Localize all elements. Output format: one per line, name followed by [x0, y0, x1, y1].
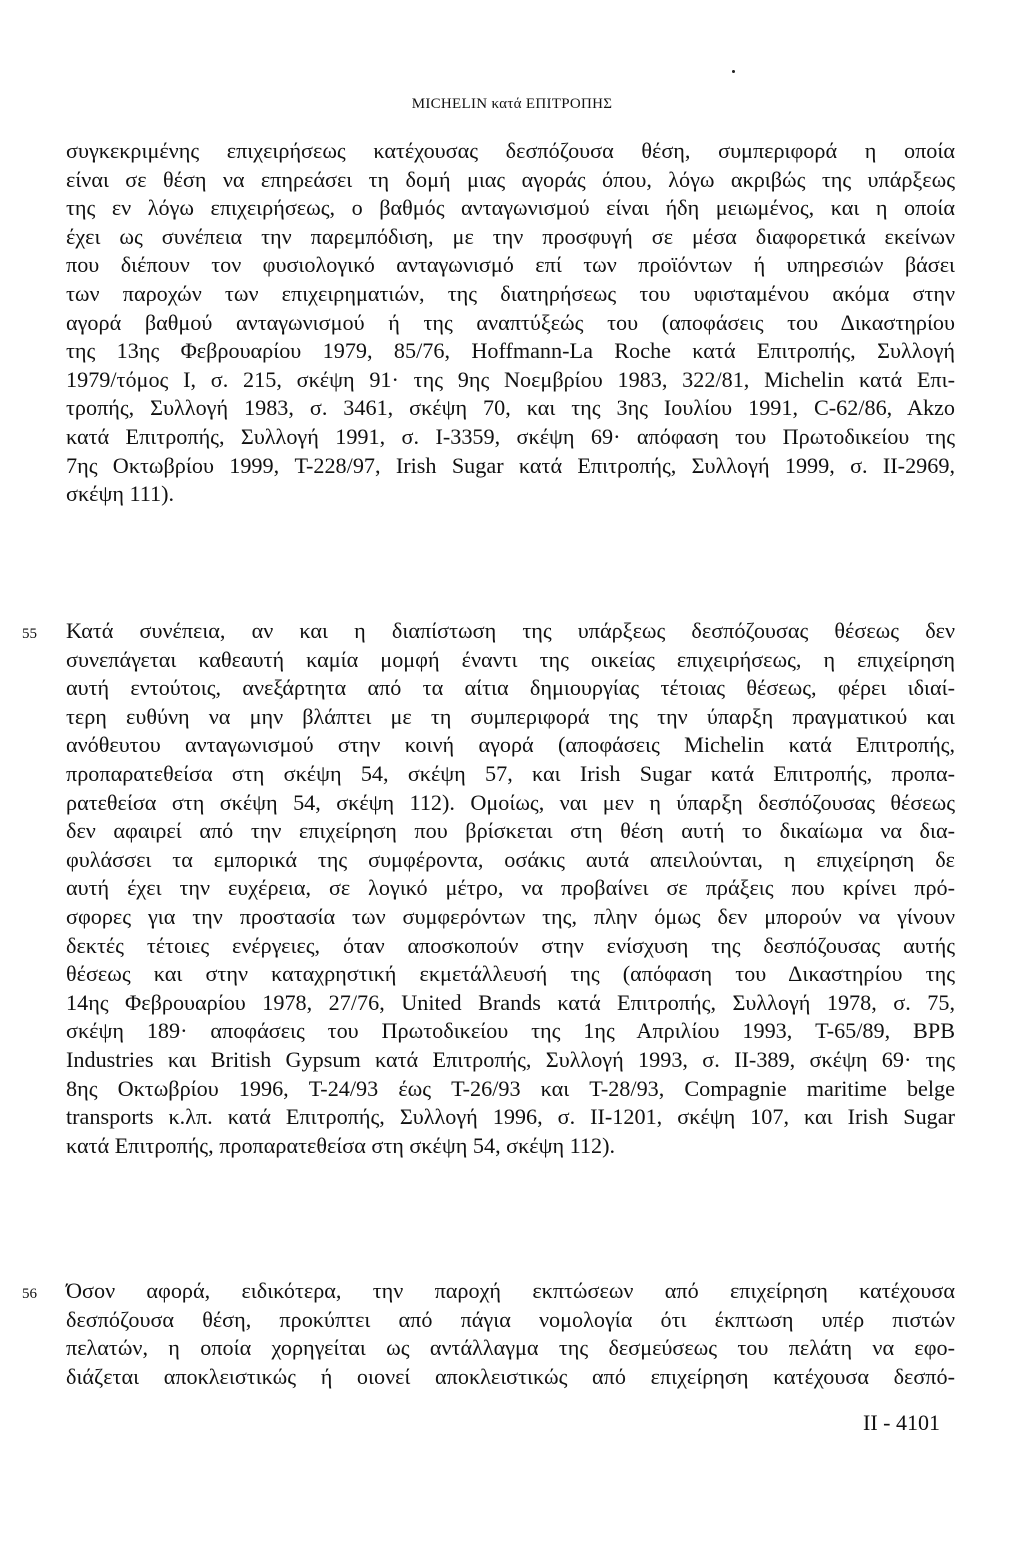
- text-line: κατά Επιτροπής, προπαρατεθείσα στη σκέψη 54, σκέψη 112).: [66, 1132, 616, 1158]
- text-line: Όσον αφορά, ειδικότερα, την παροχή εκπτώσεων από επιχείρηση κατέχουσα: [66, 1278, 955, 1303]
- text-line: δεν αφαιρεί από την επιχείρηση που βρίσκεται στη θέση αυτή το δικαίωμα να δια-: [66, 818, 955, 844]
- text-line: είναι σε θέση να επηρεάσει τη δομή μιας αγοράς όπου, λόγω ακριβώς της υπάρξεως: [66, 166, 955, 192]
- text-line: συγκεκριμένης επιχειρήσεως κατέχουσας δεσπόζουσα θέση, συμπεριφορά η οποία: [66, 138, 955, 163]
- text-line: 8ης Οκτωβρίου 1996, T-24/93 έως T-26/93 και T-28/93, Compagnie maritime belge: [66, 1075, 955, 1101]
- text-line: της 13ης Φεβρουαρίου 1979, 85/76, Hoffmann-La Roche κατά Επιτροπής, Συλλογή: [66, 338, 955, 364]
- paragraph-56: [66, 1277, 955, 1391]
- text-line: σκέψη 111).: [66, 481, 175, 507]
- text-line: σφορες για την προστασία των συμφερόντων της, πλην όμως δεν μπορούν να γίνουν: [66, 903, 955, 929]
- text-line: 14ης Φεβρουαρίου 1978, 27/76, United Brands κατά Επιτροπής, Συλλογή 1978, σ. 75,: [66, 989, 955, 1015]
- text-line: προπαρατεθείσα στη σκέψη 54, σκέψη 57, και Irish Sugar κατά Επιτροπής, προπα-: [66, 760, 955, 786]
- text-line: της εν λόγω επιχειρήσεως, ο βαθμός ανταγωνισμού είναι ήδη μειωμένος, και η οποία: [66, 195, 955, 221]
- running-head: MICHELIN κατά ΕΠΙΤΡΟΠΗΣ: [411, 96, 613, 112]
- text-line: τερη ευθύνη να μην βλάπτει με τη συμπεριφορά της την ύπαρξη πραγματικού και: [66, 703, 955, 729]
- paragraph-continued: [66, 137, 955, 509]
- text-line: διάζεται αποκλειστικώς ή οιονεί αποκλειστικώς από επιχείρηση κατέχουσα δεσπό-: [66, 1363, 955, 1389]
- text-line: αυτή έχει την ευχέρεια, σε λογικό μέτρο, να προβαίνει σε πράξεις που κρίνει πρό-: [66, 875, 955, 901]
- paragraph-55: [66, 617, 955, 1160]
- text-line: κατά Επιτροπής, Συλλογή 1991, σ. I-3359, σκέψη 69· απόφαση του Πρωτοδικείου της: [66, 423, 955, 449]
- text-line: φυλάσσει τα εμπορικά της συμφέροντα, οσάκις αυτά απειλούνται, η επιχείρηση δε: [66, 846, 955, 872]
- text-line: Κατά συνέπεια, αν και η διαπίστωση της υπάρξεως δεσπόζουσας θέσεως δεν: [66, 618, 955, 643]
- text-line: δεκτές τέτοιες ενέργειες, όταν αποσκοπούν στην ενίσχυση της δεσπόζουσας αυτής: [66, 932, 955, 958]
- text-line: Industries και British Gypsum κατά Επιτροπής, Συλλογή 1993, σ. II-389, σκέψη 69· της: [66, 1046, 955, 1072]
- text-line: δεσπόζουσα θέση, προκύπτει από πάγια νομολογία ότι έκπτωση υπέρ πιστών: [66, 1306, 955, 1332]
- text-line: που διέπουν τον φυσιολογικό ανταγωνισμό επί των προϊόντων ή υπηρεσιών βάσει: [66, 252, 955, 278]
- text-line: των παροχών των επιχειρηματιών, της διατηρήσεως του υφισταμένου ακόμα στην: [66, 280, 955, 306]
- paragraph-number-55: 55: [22, 626, 37, 642]
- page-number: II - 4101: [863, 1410, 940, 1435]
- text-line: 1979/τόμος I, σ. 215, σκέψη 91· της 9ης Νοεμβρίου 1983, 322/81, Michelin κατά Επι-: [66, 366, 955, 392]
- text-line: σκέψη 189· αποφάσεις του Πρωτοδικείου της 1ης Απριλίου 1993, T-65/89, BPB: [66, 1018, 955, 1044]
- text-line: θέσεως και στην καταχρηστική εκμετάλλευσή της (απόφαση του Δικαστηρίου της: [66, 961, 955, 987]
- text-line: έχει ως συνέπεια την παρεμπόδιση, με την προσφυγή σε μέσα διαφορετικά εκείνων: [66, 223, 955, 249]
- text-line: τροπής, Συλλογή 1983, σ. 3461, σκέψη 70, και της 3ης Ιουλίου 1991, C-62/86, Akzo: [66, 395, 955, 421]
- paragraph-number-56: 56: [22, 1286, 37, 1302]
- text-line: πελατών, η οποία χορηγείται ως αντάλλαγμα της δεσμεύσεως του πελάτη να εφο-: [66, 1335, 955, 1361]
- text-line: 7ης Οκτωβρίου 1999, T-228/97, Irish Sugar κατά Επιτροπής, Συλλογή 1999, σ. II-2969,: [66, 452, 955, 478]
- text-line: αυτή εντούτοις, ανεξάρτητα από τα αίτια δημιουργίας τέτοιας θέσεως, φέρει ιδιαί-: [66, 675, 955, 701]
- text-line: ανόθευτου ανταγωνισμού στην κοινή αγορά (αποφάσεις Michelin κατά Επιτροπής,: [66, 732, 955, 758]
- text-line: αγορά βαθμού ανταγωνισμού ή της αναπτύξεώς του (αποφάσεις του Δικαστηρίου: [66, 309, 955, 335]
- text-line: transports κ.λπ. κατά Επιτροπής, Συλλογή 1996, σ. II-1201, σκέψη 107, και Irish Sugar: [66, 1104, 955, 1130]
- speck-mark: [732, 70, 735, 73]
- text-line: συνεπάγεται καθεαυτή καμία μομφή έναντι της οικείας επιχειρήσεως, η επιχείρηση: [66, 646, 955, 672]
- text-line: ρατεθείσα στη σκέψη 54, σκέψη 112). Ομοίως, ναι μεν η ύπαρξη δεσπόζουσας θέσεως: [66, 789, 955, 815]
